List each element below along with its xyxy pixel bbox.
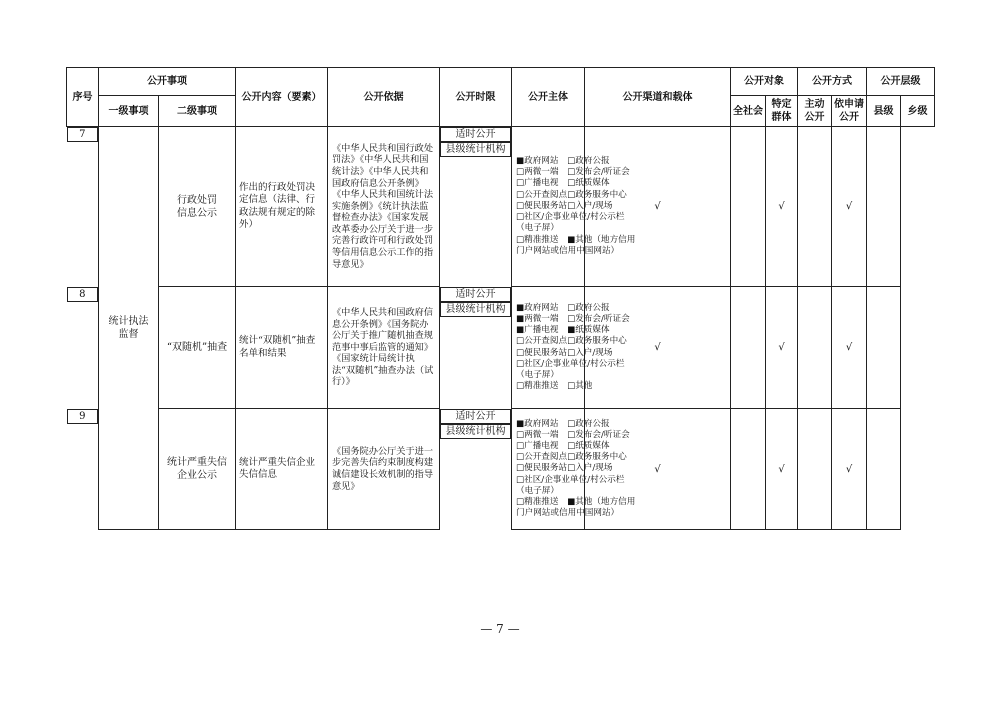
table-row <box>67 287 935 409</box>
channel-line: □便民服务站□入户/现场 <box>516 347 613 358</box>
channel-line: □广播电视 □纸质媒体 <box>516 178 610 189</box>
header-method-active <box>798 96 832 127</box>
content-cell <box>236 127 328 287</box>
channel-line: （电子屏） <box>516 485 559 496</box>
header-level-township: 乡级 <box>901 96 935 127</box>
channel-line: 门户网站或信用中国网站） <box>516 245 620 256</box>
basis-cell <box>328 409 440 530</box>
level2-item <box>159 127 236 287</box>
audience-specific-check <box>731 127 766 287</box>
header-audience-specific-line1: 特定 <box>771 99 792 110</box>
header-channels: 公开渠道和载体 <box>585 68 731 127</box>
time-limit-cell: 适时公开 <box>440 287 511 302</box>
time-limit-cell: 适时公开 <box>440 409 511 424</box>
channel-line: □社区/企事业单位/村公示栏 <box>516 474 625 485</box>
channel-line: ■政府网站 □政府公报 <box>516 156 610 167</box>
channel-line: （电子屏） <box>516 223 559 234</box>
level1-item-label: 统计执法 监督 <box>108 316 149 340</box>
channel-line: □广播电视 □纸质媒体 <box>516 440 610 451</box>
basis-text: 《中华人民共和国行政处罚法》《中华人民共和国统计法》《中华人民共和国政府信息公开条例》《中华人民共和国统计法实施条例》《统计执法监督检查办法》《国家发展改革委办公厅关于进一步完善行政许可和行政处罚等信用信息公示工作的指导意见》 <box>332 142 434 270</box>
audience-all-check: √ <box>585 409 731 530</box>
basis-cell <box>328 287 440 409</box>
level-township-check <box>867 287 901 409</box>
content-text: 统计严重失信企业失信信息 <box>239 456 316 480</box>
method-request-check <box>798 287 832 409</box>
header-content: 公开内容（要素） <box>236 68 328 127</box>
subject-cell: 县级统计机构 <box>440 142 511 157</box>
basis-cell <box>328 127 440 287</box>
header-time-limit: 公开时限 <box>440 68 512 127</box>
method-request-check <box>798 409 832 530</box>
header-seq: 序号 <box>67 68 99 127</box>
header-level-county: 县级 <box>867 96 901 127</box>
channel-line: □两微一端 □发布会/听证会 <box>516 429 630 440</box>
level-county-check: √ <box>832 287 867 409</box>
channel-line: □社区/企事业单位/村公示栏 <box>516 212 625 223</box>
disclosure-table <box>66 67 935 530</box>
audience-all-check: √ <box>585 287 731 409</box>
header-audience-specific <box>766 96 798 127</box>
level2-item <box>159 287 236 409</box>
header-level1: 一级事项 <box>99 96 159 127</box>
audience-all-check: √ <box>585 127 731 287</box>
row-seq: 9 <box>67 409 99 424</box>
channel-line: □精准推送 ■其他（地方信用 <box>516 497 636 507</box>
subject-cell: 县级统计机构 <box>440 424 511 439</box>
channel-line: □精准推送 ■其他（地方信用 <box>516 234 636 245</box>
header-level2: 二级事项 <box>159 96 236 127</box>
content-cell <box>236 409 328 530</box>
method-active-check: √ <box>766 127 798 287</box>
header-method-request-line1: 依申请 <box>834 99 864 110</box>
channel-line: □公开查阅点□政务服务中心 <box>516 336 627 347</box>
channel-line: ■广播电视 ■纸质媒体 <box>516 325 610 336</box>
audience-specific-check <box>731 287 766 409</box>
page-number: — 7 — <box>480 622 520 636</box>
header-audience-group: 公开对象 <box>731 68 798 96</box>
channel-line: □公开查阅点□政务服务中心 <box>516 189 627 200</box>
header-audience-specific-line2: 群体 <box>771 112 792 123</box>
level2-item <box>159 409 236 530</box>
header-method-request-line2: 公开 <box>839 112 859 123</box>
method-active-check: √ <box>766 409 798 530</box>
row-seq: 7 <box>67 127 99 142</box>
header-method-request <box>832 96 867 127</box>
header-method-group: 公开方式 <box>798 68 867 96</box>
audience-specific-check <box>731 409 766 530</box>
channels-list <box>512 302 630 393</box>
channel-line: ■政府网站 □政府公报 <box>516 302 610 313</box>
content-text: 作出的行政处罚决定信息（法律、行政法规有规定的除外） <box>239 181 316 230</box>
method-active-check: √ <box>766 287 798 409</box>
level2-item-label: 统计严重失信 企业公示 <box>167 457 227 481</box>
header-items-group: 公开事项 <box>99 68 236 96</box>
channel-line: ■政府网站 □政府公报 <box>516 418 610 429</box>
level2-item-label: 行政处罚 信息公示 <box>177 194 217 219</box>
channels-list <box>512 418 636 520</box>
channel-line: □精准推送 □其他 <box>516 381 593 392</box>
channel-line: □公开查阅点□政务服务中心 <box>516 452 627 463</box>
channel-line: 门户网站或信用中国网站） <box>516 508 620 519</box>
level-county-check: √ <box>832 409 867 530</box>
level-township-check <box>867 409 901 530</box>
channel-line: □便民服务站□入户/现场 <box>516 200 613 211</box>
channel-line: □便民服务站□入户/现场 <box>516 463 613 474</box>
header-row-1 <box>67 68 935 96</box>
content-text: 统计“双随机”抽查名单和结果 <box>239 335 316 359</box>
header-basis: 公开依据 <box>328 68 440 127</box>
header-level-group: 公开层级 <box>867 68 935 96</box>
channel-line: □两微一端 □发布会/听证会 <box>516 167 630 178</box>
level-county-check: √ <box>832 127 867 287</box>
header-subject: 公开主体 <box>512 68 585 127</box>
subject-cell: 县级统计机构 <box>440 302 511 317</box>
channels-list <box>512 156 636 257</box>
channel-line: （电子屏） <box>516 369 559 380</box>
channel-line: □社区/企事业单位/村公示栏 <box>516 358 625 369</box>
header-audience-all: 全社会 <box>731 96 766 127</box>
channels-cell <box>512 409 636 530</box>
method-request-check <box>798 127 832 287</box>
table-row <box>67 409 935 530</box>
level-township-check <box>867 127 901 287</box>
time-limit-cell: 适时公开 <box>440 127 511 142</box>
basis-text: 《中华人民共和国政府信息公开条例》《国务院办公厅关于推广随机抽查规范事中事后监管的通知》《国家统计局统计执法“双随机”抽查办法（试行）》 <box>332 306 434 388</box>
row-seq: 8 <box>67 287 99 302</box>
table-row <box>67 127 935 287</box>
level1-item <box>99 127 159 530</box>
basis-text: 《国务院办公厅关于进一步完善失信约束制度构建诚信建设长效机制的指导意见》 <box>332 445 434 492</box>
header-method-active-line1: 主动 <box>804 99 825 110</box>
channels-cell <box>512 127 636 287</box>
header-method-active-line2: 公开 <box>804 112 825 123</box>
level2-item-label: “双随机”抽查 <box>166 342 228 353</box>
channel-line: ■两微一端 □发布会/听证会 <box>516 313 630 324</box>
channels-cell <box>512 287 630 409</box>
content-cell <box>236 287 328 409</box>
